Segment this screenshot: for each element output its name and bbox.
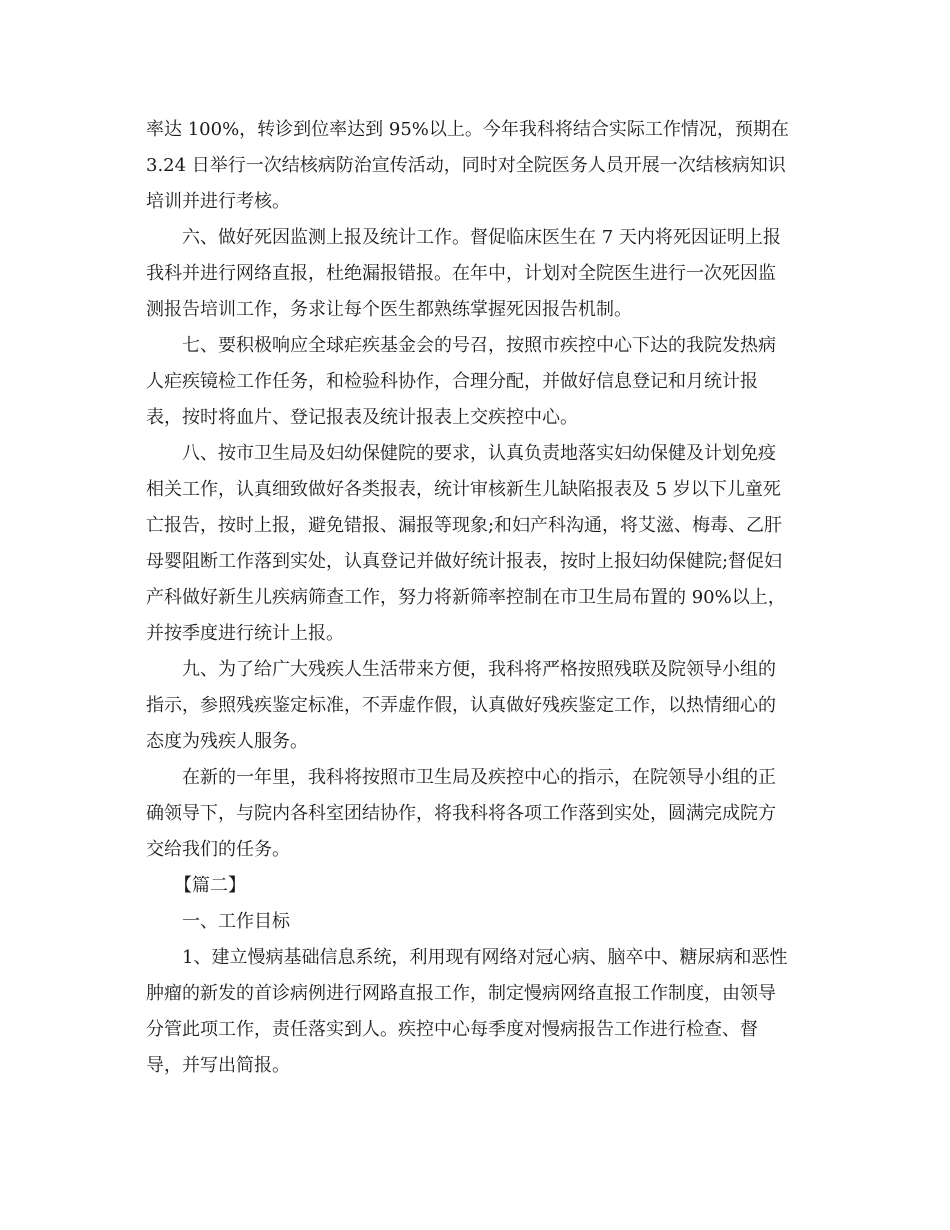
text-line: 母婴阻断工作落到实处，认真登记并做好统计报表，按时上报妇幼保健院;督促妇	[146, 551, 783, 572]
text-line: 导，并写出简报。	[146, 1055, 290, 1076]
section-heading: 【篇二】	[174, 875, 246, 896]
text-line: 态度为残疾人服务。	[146, 731, 308, 752]
text-line: 表，按时将血片、登记报表及统计报表上交疾控中心。	[146, 407, 578, 428]
text-line: 确领导下，与院内各科室团结协作，将我科将各项工作落到实处，圆满完成院方	[146, 803, 776, 824]
text-line: 率达 100%，转诊到位率达到 95%以上。今年我科将结合实际工作情况，预期在	[146, 119, 789, 140]
text-line: 人疟疾镜检工作任务，和检验科协作，合理分配，并做好信息登记和月统计报	[146, 371, 758, 392]
text-line: 在新的一年里，我科将按照市卫生局及疾控中心的指示，在院领导小组的正	[182, 767, 776, 788]
text-line: 交给我们的任务。	[146, 839, 290, 860]
text-line: 培训并进行考核。	[146, 191, 290, 212]
text-line: 并按季度进行统计上报。	[146, 623, 344, 644]
text-line: 相关工作，认真细致做好各类报表，统计审核新生儿缺陷报表及 5 岁以下儿童死	[146, 479, 781, 500]
text-line: 3.24 日举行一次结核病防治宣传活动，同时对全院医务人员开展一次结核病知识	[146, 155, 786, 176]
text-line: 我科并进行网络直报，杜绝漏报错报。在年中，计划对全院医生进行一次死因监	[146, 263, 776, 284]
text-line: 亡报告，按时上报，避免错报、漏报等现象;和妇产科沟通，将艾滋、梅毒、乙肝	[146, 515, 783, 536]
text-line: 九、为了给广大残疾人生活带来方便，我科将严格按照残联及院领导小组的	[182, 659, 776, 680]
text-line: 八、按市卫生局及妇幼保健院的要求，认真负责地落实妇幼保健及计划免疫	[182, 443, 776, 464]
text-line: 指示，参照残疾鉴定标准，不弄虚作假，认真做好残疾鉴定工作，以热情细心的	[146, 695, 776, 716]
text-line: 六、做好死因监测上报及统计工作。督促临床医生在 7 天内将死因证明上报	[182, 227, 781, 248]
text-line: 1、建立慢病基础信息系统，利用现有网络对冠心病、脑卒中、糖尿病和恶性	[182, 947, 788, 968]
text-line: 分管此项工作，责任落实到人。疾控中心每季度对慢病报告工作进行检查、督	[146, 1019, 758, 1040]
text-line: 产科做好新生儿疾病筛查工作，努力将新筛率控制在市卫生局布置的 90%以上，	[146, 587, 786, 608]
text-line: 肿瘤的新发的首诊病例进行网路直报工作，制定慢病网络直报工作制度，由领导	[146, 983, 776, 1004]
subsection-heading: 一、工作目标	[182, 911, 290, 932]
text-line: 测报告培训工作，务求让每个医生都熟练掌握死因报告机制。	[146, 299, 632, 320]
text-line: 七、要积极响应全球疟疾基金会的号召，按照市疾控中心下达的我院发热病	[182, 335, 776, 356]
